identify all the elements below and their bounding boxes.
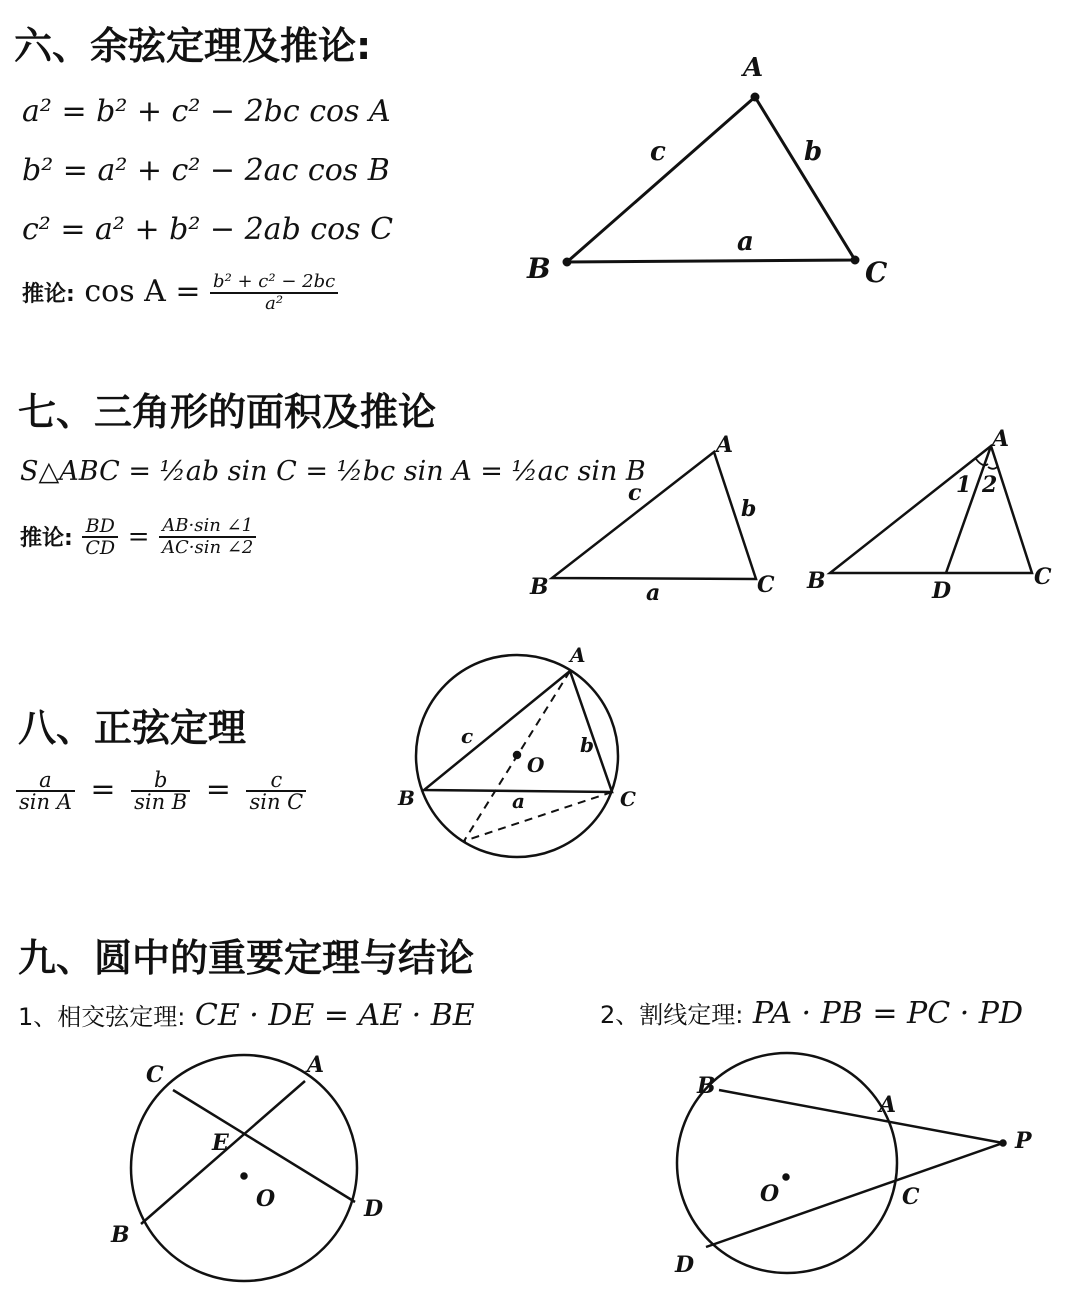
fraction-numerator: c: [246, 770, 306, 792]
fig6-label-a-vertex: A: [743, 53, 764, 83]
inscribed-triangle: [424, 671, 612, 792]
cosine-law-b: b² = a² + c² − 2ac cos B: [22, 153, 390, 188]
fraction-numerator: a: [16, 770, 75, 792]
triangle-abc-7: [552, 452, 756, 579]
secant-pd: [706, 1143, 1003, 1247]
equals-sign: =: [127, 522, 150, 552]
secant-pb: [719, 1090, 1003, 1143]
fig7a-label-b-vertex: B: [530, 574, 549, 600]
fig7a-label-c-side: c: [628, 480, 642, 506]
fig9a-label-c-point: C: [146, 1062, 164, 1088]
fraction-denominator: a²: [265, 293, 284, 314]
fig7a-label-a-side: a: [646, 580, 661, 606]
fig9a-label-b-point: B: [111, 1222, 130, 1248]
fig9a-label-center-o: O: [256, 1186, 276, 1212]
fig7b-label-d-point: D: [932, 578, 952, 604]
fig7a-label-c-vertex: C: [757, 572, 775, 598]
section6-heading: 六、余弦定理及推论:: [14, 24, 372, 68]
fig8-label-c-side: c: [461, 724, 474, 748]
fig6-label-c-vertex: C: [865, 256, 888, 289]
equals-sign: =: [205, 772, 231, 807]
fraction-numerator: b: [131, 770, 190, 792]
chord-dashed: [464, 792, 612, 841]
section7-heading: 七、三角形的面积及推论: [18, 390, 437, 434]
fig8-label-b-vertex: B: [398, 786, 415, 810]
fig8-label-a-side: a: [512, 789, 525, 813]
fig8-label-b-side: b: [580, 733, 594, 757]
vertex-c-dot: [852, 257, 858, 263]
fig7a-label-a-vertex: A: [716, 432, 734, 458]
theorem2-formula: PA · PB = PC · PD: [752, 996, 1024, 1031]
fraction-numerator: b² + c² − 2bc: [210, 272, 338, 294]
theorem1-label: 1、相交弦定理:: [18, 1003, 186, 1031]
fig9a-label-a-point: A: [307, 1052, 325, 1078]
fig7b-label-b-vertex: B: [807, 568, 826, 594]
fig9a-label-e-point: E: [212, 1130, 229, 1156]
triangle-abc: [567, 97, 855, 262]
fraction-numerator: AB·sin ∠1: [159, 516, 256, 538]
section8-heading: 八、正弦定理: [18, 706, 247, 750]
area-formula: S△ABC = ½ab sin C = ½bc sin A = ½ac sin B: [20, 456, 646, 487]
fig7b-label-angle-1: 1: [956, 472, 972, 498]
fig6-label-a-side: a: [737, 227, 754, 257]
center-o-dot: [514, 752, 520, 758]
fig8-label-center-o: O: [527, 753, 545, 777]
fig9b-label-center-o: O: [760, 1181, 780, 1207]
fraction-numerator: BD: [82, 516, 118, 538]
theorem1-formula: CE · DE = AE · BE: [194, 998, 475, 1033]
section9-heading: 九、圆中的重要定理与结论: [18, 936, 475, 980]
fraction-denominator: sin A: [19, 790, 72, 814]
fig6-label-b-vertex: B: [527, 252, 551, 285]
cosine-law-a: a² = b² + c² − 2bc cos A: [22, 94, 391, 129]
vertex-b-dot: [564, 259, 570, 265]
vertex-a-dot: [752, 94, 758, 100]
fig9b-label-b-point: B: [697, 1073, 716, 1099]
fig8-label-a-vertex: A: [570, 643, 586, 667]
fig7b-label-angle-2: 2: [982, 472, 998, 498]
secant-figure: [677, 1053, 1006, 1273]
fig9b-label-c-point: C: [902, 1184, 920, 1210]
point-p-dot: [1001, 1141, 1006, 1146]
fig6-label-c-side: c: [650, 137, 666, 167]
cosine-law-c: c² = a² + b² − 2ab cos C: [22, 212, 394, 247]
cosine-triangle-figure: [564, 94, 858, 265]
equals-sign: =: [90, 772, 116, 807]
angle-2-arc: [988, 466, 998, 469]
area-triangle-figure: [552, 452, 756, 579]
corollary-label-7: 推论:: [20, 526, 73, 551]
fig9b-label-a-point: A: [879, 1092, 897, 1118]
corollary-label: 推论:: [22, 282, 75, 307]
fig9b-label-p-point: P: [1015, 1128, 1032, 1154]
chord-circle: [131, 1055, 357, 1281]
center-o-dot: [242, 1174, 247, 1179]
fraction-denominator: AC·sin ∠2: [162, 537, 254, 558]
angle-bisector-figure: [830, 446, 1032, 573]
theorem2-label: 2、割线定理:: [600, 1001, 744, 1029]
fraction-denominator: sin B: [134, 790, 188, 814]
fig6-label-b-side: b: [804, 137, 823, 167]
center-o-dot: [784, 1175, 789, 1180]
fig9b-label-d-point: D: [675, 1252, 695, 1278]
fig7b-label-c-vertex: C: [1034, 564, 1052, 590]
corollary-lhs: cos A =: [84, 274, 201, 309]
triangle-abc-7b: [830, 446, 1032, 573]
fraction-denominator: CD: [85, 537, 116, 559]
fraction-denominator: sin C: [249, 790, 304, 814]
intersecting-chords-figure: [131, 1055, 357, 1281]
fig8-label-c-vertex: C: [620, 787, 636, 811]
fig7b-label-a-vertex: A: [992, 426, 1010, 452]
fig7a-label-b-side: b: [741, 496, 757, 522]
fig9a-label-d-point: D: [364, 1196, 384, 1222]
